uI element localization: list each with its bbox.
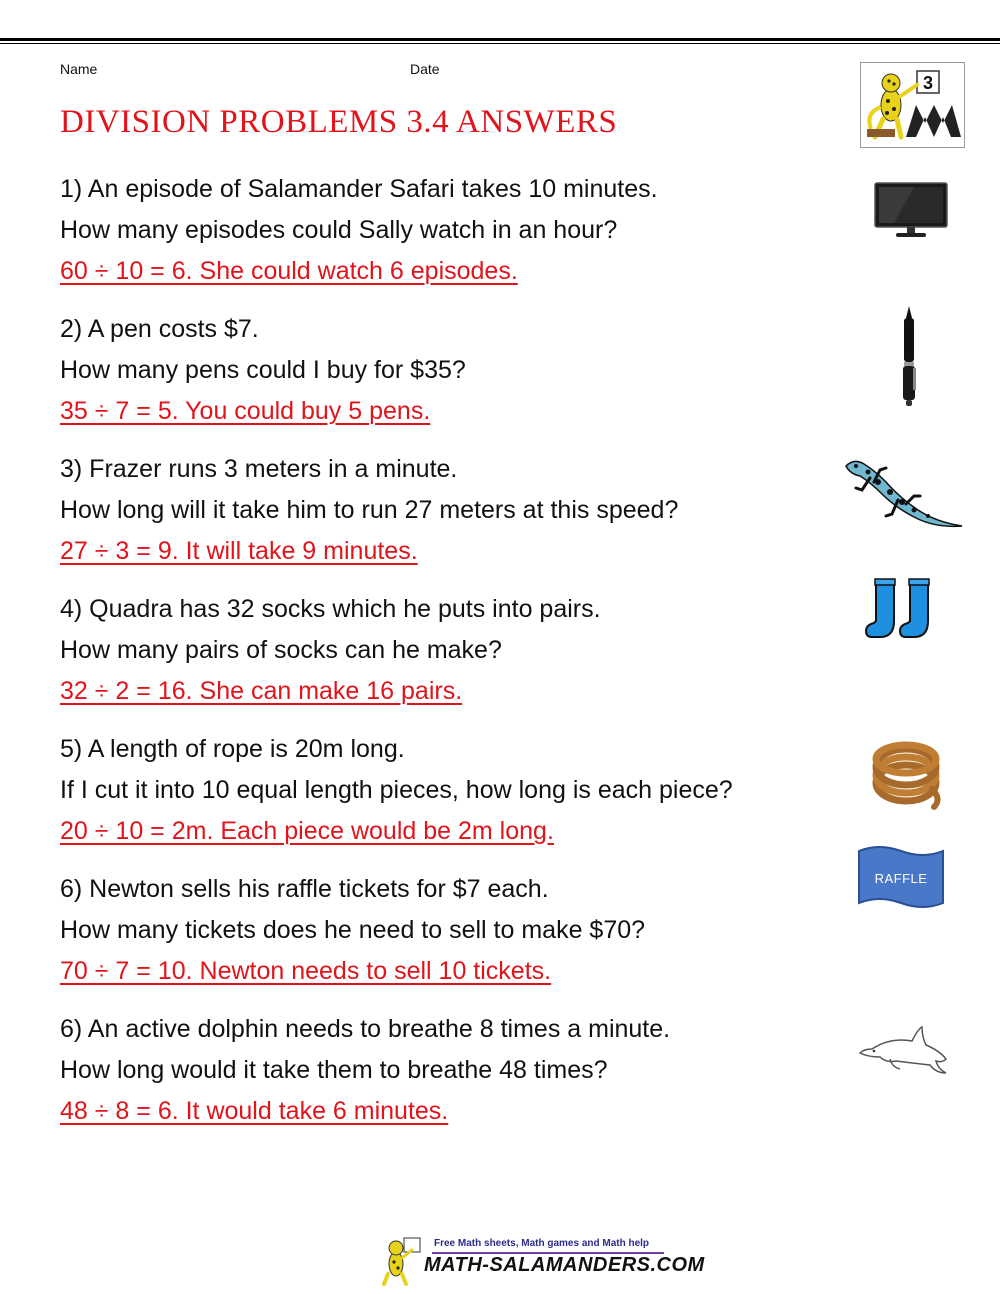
question-line: 3) Frazer runs 3 meters in a minute. [60, 455, 458, 483]
answer-line: 32 ÷ 2 = 16. She can make 16 pairs. [60, 677, 463, 705]
answer-line: 20 ÷ 10 = 2m. Each piece would be 2m long. [60, 817, 554, 845]
question-line: If I cut it into 10 equal length pieces, how long is each piece? [60, 776, 733, 804]
tv-icon [874, 182, 948, 245]
answer-line: 60 ÷ 10 = 6. She could watch 6 episodes. [60, 257, 518, 285]
dolphin-icon [856, 1023, 950, 1082]
footer-logo [378, 1234, 705, 1286]
problem-7 [60, 1009, 830, 1132]
problem-3 [60, 449, 830, 572]
grade-logo [860, 62, 965, 148]
top-rule-thin [0, 43, 1000, 44]
question-line: How many episodes could Sally watch in an hour? [60, 216, 618, 244]
grade-badge-number: 3 [922, 73, 934, 93]
question-line: How many tickets does he need to sell to make $70? [60, 916, 646, 944]
answer-line: 70 ÷ 7 = 10. Newton needs to sell 10 tickets. [60, 957, 552, 985]
question-line: 4) Quadra has 32 socks which he puts into pairs. [60, 595, 601, 623]
problem-2 [60, 309, 830, 432]
name-label: Name [60, 61, 98, 77]
rope-icon [872, 741, 944, 816]
answer-line: 27 ÷ 3 = 9. It will take 9 minutes. [60, 537, 418, 565]
question-line: How many pens could I buy for $35? [60, 356, 466, 384]
question-line: How long would it take them to breathe 48 times? [60, 1056, 608, 1084]
problem-5 [60, 729, 830, 852]
question-line: 2) A pen costs $7. [60, 315, 259, 343]
problem-6 [60, 869, 830, 992]
question-line: 6) An active dolphin needs to breathe 8 times a minute. [60, 1015, 671, 1043]
socks-icon [864, 577, 944, 648]
question-line: 1) An episode of Salamander Safari takes 10 minutes. [60, 175, 658, 203]
footer-site-name[interactable]: MATH-SALAMANDERS.COM [424, 1254, 705, 1276]
raffle-ticket-label: RAFFLE [874, 871, 928, 886]
question-line: 6) Newton sells his raffle tickets for $7 each. [60, 875, 549, 903]
answer-line: 35 ÷ 7 = 5. You could buy 5 pens. [60, 397, 431, 425]
top-rule [0, 38, 1000, 41]
question-line: How long will it take him to run 27 meters at this speed? [60, 496, 679, 524]
footer-tagline: Free Math sheets, Math games and Math help [434, 1238, 650, 1249]
page-title: DIVISION PROBLEMS 3.4 ANSWERS [60, 104, 618, 140]
date-label: Date [410, 61, 440, 77]
pen-icon [897, 304, 921, 413]
problem-4 [60, 589, 830, 712]
answer-line: 48 ÷ 8 = 6. It would take 6 minutes. [60, 1097, 449, 1125]
question-line: 5) A length of rope is 20m long. [60, 735, 405, 763]
question-line: How many pairs of socks can he make? [60, 636, 502, 664]
salamander-icon [840, 456, 964, 535]
problem-1 [60, 169, 830, 292]
raffle-ticket-icon [857, 845, 945, 916]
